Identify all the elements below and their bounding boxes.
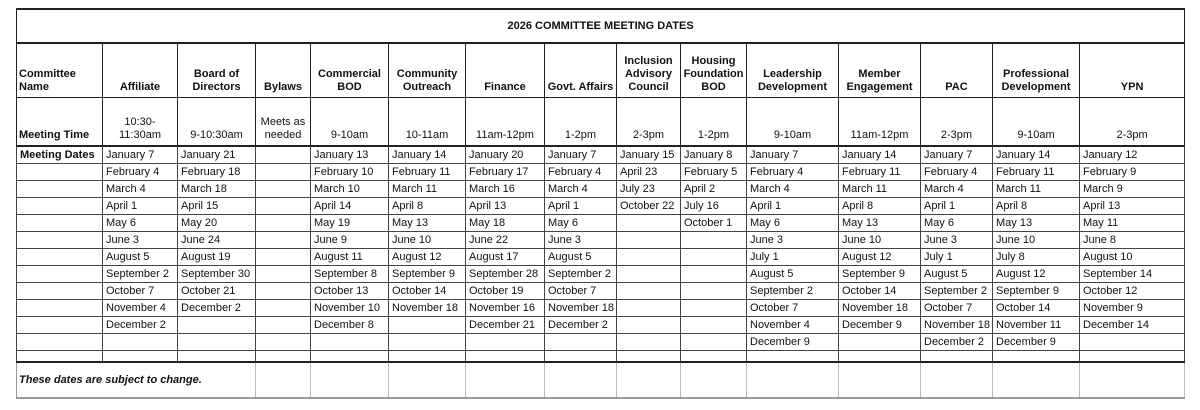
meeting-date-cell [681, 232, 747, 249]
meeting-date-cell [256, 317, 311, 334]
footnote-blank-cell [256, 362, 311, 398]
meeting-date-cell: June 8 [1080, 232, 1185, 249]
spacer-cell [1080, 351, 1185, 363]
meeting-date-cell: March 11 [839, 181, 921, 198]
spacer-cell [466, 351, 545, 363]
meeting-date-cell: March 4 [545, 181, 617, 198]
meeting-date-cell: September 9 [389, 266, 466, 283]
meeting-date-cell: February 17 [466, 164, 545, 181]
meeting-date-cell [103, 334, 178, 351]
meeting-date-cell: April 13 [1080, 198, 1185, 215]
row-label-empty [17, 300, 103, 317]
meeting-date-cell: October 7 [747, 300, 839, 317]
meeting-date-cell: March 11 [389, 181, 466, 198]
spacer-cell [681, 351, 747, 363]
meeting-date-cell [617, 317, 681, 334]
meeting-date-cell: February 11 [839, 164, 921, 181]
meeting-date-cell [681, 317, 747, 334]
row-label-empty [17, 249, 103, 266]
meeting-date-cell [178, 317, 256, 334]
meeting-time-row [17, 98, 1185, 147]
meeting-date-cell: April 14 [311, 198, 389, 215]
meeting-schedule-table [16, 8, 1185, 399]
meeting-date-cell: April 1 [103, 198, 178, 215]
meeting-date-cell: December 8 [311, 317, 389, 334]
committee-name-header: Inclusion Advisory Council [617, 43, 681, 98]
meeting-date-row [17, 317, 1185, 334]
meeting-date-cell: February 11 [993, 164, 1080, 181]
meeting-date-cell: October 21 [178, 283, 256, 300]
row-label-empty [17, 266, 103, 283]
meeting-time-cell: 11am-12pm [839, 98, 921, 147]
spacer-cell [921, 351, 993, 363]
meeting-date-cell: December 21 [466, 317, 545, 334]
meeting-date-cell: September 2 [545, 266, 617, 283]
meeting-date-cell: December 2 [921, 334, 993, 351]
meeting-date-cell: June 3 [545, 232, 617, 249]
meeting-date-cell: November 4 [747, 317, 839, 334]
meeting-date-cell [681, 283, 747, 300]
meeting-date-cell: January 7 [103, 146, 178, 164]
meeting-date-cell: August 12 [389, 249, 466, 266]
meeting-date-row [17, 198, 1185, 215]
meeting-date-cell: August 5 [747, 266, 839, 283]
meeting-time-cell: 9-10:30am [178, 98, 256, 147]
meeting-date-cell: March 10 [311, 181, 389, 198]
meeting-date-cell: December 9 [747, 334, 839, 351]
schedule-sheet [16, 8, 1185, 399]
meeting-date-cell: February 5 [681, 164, 747, 181]
meeting-date-cell: April 1 [545, 198, 617, 215]
footnote-blank-cell [617, 362, 681, 398]
meeting-date-cell: June 3 [921, 232, 993, 249]
meeting-date-cell: February 9 [1080, 164, 1185, 181]
meeting-date-cell: May 13 [839, 215, 921, 232]
meeting-date-cell [256, 266, 311, 283]
spacer-cell [545, 351, 617, 363]
footnote-blank-cell [681, 362, 747, 398]
meeting-date-cell: April 1 [921, 198, 993, 215]
meeting-date-cell [617, 249, 681, 266]
meeting-date-cell: October 7 [545, 283, 617, 300]
meeting-date-cell: May 20 [178, 215, 256, 232]
spacer-cell [993, 351, 1080, 363]
meeting-time-cell: 10-11am [389, 98, 466, 147]
meeting-date-cell [256, 164, 311, 181]
meeting-date-cell [256, 146, 311, 164]
meeting-date-cell [256, 181, 311, 198]
meeting-time-cell: Meets as needed [256, 98, 311, 147]
meeting-date-cell: April 1 [747, 198, 839, 215]
committee-name-header: Bylaws [256, 43, 311, 98]
meeting-date-cell: June 3 [103, 232, 178, 249]
meeting-date-cell: September 2 [921, 283, 993, 300]
meeting-date-cell [681, 300, 747, 317]
meeting-date-cell: July 8 [993, 249, 1080, 266]
spacer-cell [839, 351, 921, 363]
meeting-date-cell: August 17 [466, 249, 545, 266]
meeting-date-cell: June 10 [389, 232, 466, 249]
meeting-date-cell: December 14 [1080, 317, 1185, 334]
meeting-date-cell: October 14 [389, 283, 466, 300]
meeting-date-cell: October 7 [103, 283, 178, 300]
row-label-empty [17, 181, 103, 198]
meeting-date-cell: January 20 [466, 146, 545, 164]
committee-name-header: YPN [1080, 43, 1185, 98]
meeting-date-cell: January 8 [681, 146, 747, 164]
meeting-time-cell: 2-3pm [921, 98, 993, 147]
meeting-date-cell: April 23 [617, 164, 681, 181]
meeting-date-cell: August 12 [993, 266, 1080, 283]
meeting-date-cell: April 8 [993, 198, 1080, 215]
meeting-date-cell: May 6 [921, 215, 993, 232]
meeting-date-cell: October 22 [617, 198, 681, 215]
title-row [17, 9, 1185, 43]
meeting-date-cell: May 19 [311, 215, 389, 232]
meeting-date-row [17, 181, 1185, 198]
meeting-time-cell: 10:30-11:30am [103, 98, 178, 147]
meeting-date-cell: June 24 [178, 232, 256, 249]
committee-name-header: Leadership Development [747, 43, 839, 98]
meeting-date-cell [256, 215, 311, 232]
meeting-date-cell: May 6 [747, 215, 839, 232]
meeting-date-cell: February 4 [545, 164, 617, 181]
meeting-date-cell: January 21 [178, 146, 256, 164]
meeting-date-cell: November 16 [466, 300, 545, 317]
meeting-date-cell: November 9 [1080, 300, 1185, 317]
meeting-date-cell: February 4 [921, 164, 993, 181]
meeting-date-cell: April 2 [681, 181, 747, 198]
meeting-date-cell: September 8 [311, 266, 389, 283]
meeting-date-cell: June 9 [311, 232, 389, 249]
row-label-committee-name: Committee Name [17, 43, 103, 98]
meeting-time-cell: 2-3pm [617, 98, 681, 147]
meeting-date-row [17, 334, 1185, 351]
meeting-date-cell [466, 334, 545, 351]
footnote-row [17, 362, 1185, 398]
row-label-empty [17, 198, 103, 215]
meeting-date-cell: January 15 [617, 146, 681, 164]
meeting-date-cell: August 11 [311, 249, 389, 266]
footnote-blank-cell [389, 362, 466, 398]
meeting-date-cell: October 19 [466, 283, 545, 300]
meeting-date-cell [1080, 334, 1185, 351]
meeting-date-cell: September 2 [103, 266, 178, 283]
meeting-date-cell: January 12 [1080, 146, 1185, 164]
meeting-date-cell: December 2 [103, 317, 178, 334]
meeting-date-cell [681, 266, 747, 283]
meeting-time-cell: 9-10am [311, 98, 389, 147]
row-label-empty [17, 283, 103, 300]
meeting-date-cell: January 14 [389, 146, 466, 164]
meeting-date-cell: April 15 [178, 198, 256, 215]
meeting-date-cell: January 13 [311, 146, 389, 164]
meeting-date-cell: December 2 [545, 317, 617, 334]
meeting-date-cell: February 4 [747, 164, 839, 181]
page-title: 2026 COMMITTEE MEETING DATES [17, 9, 1185, 43]
meeting-date-cell: May 11 [1080, 215, 1185, 232]
meeting-date-row [17, 146, 1185, 164]
meeting-date-cell [617, 300, 681, 317]
meeting-date-cell: May 13 [389, 215, 466, 232]
meeting-date-cell: May 13 [993, 215, 1080, 232]
meeting-date-row [17, 249, 1185, 266]
committee-name-header: Board of Directors [178, 43, 256, 98]
meeting-date-cell: October 12 [1080, 283, 1185, 300]
spacer-cell [617, 351, 681, 363]
spacer-cell [17, 351, 103, 363]
spacer-cell [103, 351, 178, 363]
meeting-date-cell: March 4 [103, 181, 178, 198]
committee-name-header: Community Outreach [389, 43, 466, 98]
meeting-date-cell: January 14 [839, 146, 921, 164]
committee-name-header: Affiliate [103, 43, 178, 98]
meeting-date-cell: February 10 [311, 164, 389, 181]
meeting-date-cell: July 16 [681, 198, 747, 215]
meeting-date-row [17, 266, 1185, 283]
meeting-date-cell [256, 249, 311, 266]
meeting-date-cell [617, 215, 681, 232]
meeting-date-cell [681, 249, 747, 266]
row-label-empty [17, 232, 103, 249]
meeting-date-row [17, 232, 1185, 249]
meeting-date-cell: April 8 [839, 198, 921, 215]
meeting-date-cell: September 30 [178, 266, 256, 283]
row-label-meeting-dates: Meeting Dates [17, 146, 103, 164]
meeting-date-cell [681, 334, 747, 351]
meeting-date-cell: November 10 [311, 300, 389, 317]
spacer-row [17, 351, 1185, 363]
meeting-time-cell: 1-2pm [545, 98, 617, 147]
spacer-cell [178, 351, 256, 363]
meeting-date-cell: August 5 [545, 249, 617, 266]
meeting-date-cell: September 9 [993, 283, 1080, 300]
meeting-time-cell: 9-10am [747, 98, 839, 147]
meeting-date-cell: July 23 [617, 181, 681, 198]
meeting-date-cell: October 1 [681, 215, 747, 232]
meeting-date-cell [389, 317, 466, 334]
meeting-date-cell: February 18 [178, 164, 256, 181]
meeting-date-cell: September 28 [466, 266, 545, 283]
committee-name-header: Finance [466, 43, 545, 98]
meeting-date-cell: December 2 [178, 300, 256, 317]
row-label-empty [17, 317, 103, 334]
meeting-date-cell: June 10 [993, 232, 1080, 249]
meeting-date-cell: March 11 [993, 181, 1080, 198]
meeting-date-cell: March 18 [178, 181, 256, 198]
meeting-date-cell [178, 334, 256, 351]
meeting-date-cell [389, 334, 466, 351]
meeting-date-cell [256, 283, 311, 300]
row-label-empty [17, 334, 103, 351]
meeting-date-cell [311, 334, 389, 351]
meeting-date-cell [256, 334, 311, 351]
meeting-date-cell: April 8 [389, 198, 466, 215]
footnote-text: These dates are subject to change. [17, 362, 256, 398]
meeting-date-cell: July 1 [921, 249, 993, 266]
spacer-cell [311, 351, 389, 363]
meeting-date-cell: October 7 [921, 300, 993, 317]
meeting-date-cell: February 4 [103, 164, 178, 181]
meeting-date-cell: March 9 [1080, 181, 1185, 198]
meeting-date-cell: October 14 [839, 283, 921, 300]
meeting-date-cell [617, 283, 681, 300]
committee-name-row [17, 43, 1185, 98]
meeting-date-cell [839, 334, 921, 351]
meeting-date-cell: May 18 [466, 215, 545, 232]
committee-name-header: Govt. Affairs [545, 43, 617, 98]
committee-name-header: Housing Foundation BOD [681, 43, 747, 98]
meeting-date-cell: June 10 [839, 232, 921, 249]
meeting-date-cell: November 18 [545, 300, 617, 317]
meeting-date-cell: November 18 [921, 317, 993, 334]
meeting-time-cell: 11am-12pm [466, 98, 545, 147]
meeting-date-cell [545, 334, 617, 351]
footnote-blank-cell [311, 362, 389, 398]
meeting-date-cell: January 14 [993, 146, 1080, 164]
meeting-date-cell: January 7 [545, 146, 617, 164]
meeting-date-cell: October 13 [311, 283, 389, 300]
meeting-date-cell: August 12 [839, 249, 921, 266]
footnote-blank-cell [545, 362, 617, 398]
spacer-cell [389, 351, 466, 363]
meeting-date-cell: August 19 [178, 249, 256, 266]
committee-name-header: Member Engagement [839, 43, 921, 98]
meeting-date-row [17, 164, 1185, 181]
meeting-date-cell [617, 266, 681, 283]
footnote-blank-cell [839, 362, 921, 398]
meeting-date-cell: November 18 [389, 300, 466, 317]
meeting-date-cell: March 16 [466, 181, 545, 198]
meeting-date-row [17, 283, 1185, 300]
meeting-date-cell: October 14 [993, 300, 1080, 317]
meeting-date-cell: September 2 [747, 283, 839, 300]
meeting-time-cell: 9-10am [993, 98, 1080, 147]
meeting-date-cell: June 3 [747, 232, 839, 249]
meeting-date-row [17, 300, 1185, 317]
footnote-blank-cell [1080, 362, 1185, 398]
meeting-date-cell: September 9 [839, 266, 921, 283]
row-label-empty [17, 215, 103, 232]
spacer-cell [747, 351, 839, 363]
spacer-cell [256, 351, 311, 363]
meeting-date-cell [256, 198, 311, 215]
meeting-date-cell: May 6 [545, 215, 617, 232]
footnote-blank-cell [747, 362, 839, 398]
meeting-date-cell: December 9 [993, 334, 1080, 351]
meeting-date-cell: July 1 [747, 249, 839, 266]
committee-name-header: Professional Development [993, 43, 1080, 98]
meeting-date-cell [256, 300, 311, 317]
meeting-date-cell [617, 334, 681, 351]
meeting-date-cell: April 13 [466, 198, 545, 215]
meeting-date-cell: June 22 [466, 232, 545, 249]
row-label-meeting-time: Meeting Time [17, 98, 103, 147]
meeting-date-cell: January 7 [921, 146, 993, 164]
footnote-blank-cell [921, 362, 993, 398]
meeting-date-cell: March 4 [921, 181, 993, 198]
footnote-blank-cell [466, 362, 545, 398]
committee-name-header: Commercial BOD [311, 43, 389, 98]
meeting-date-cell: December 9 [839, 317, 921, 334]
meeting-date-cell: August 5 [921, 266, 993, 283]
meeting-date-cell: February 11 [389, 164, 466, 181]
meeting-date-cell: November 4 [103, 300, 178, 317]
row-label-empty [17, 164, 103, 181]
meeting-time-cell: 1-2pm [681, 98, 747, 147]
meeting-date-cell: November 11 [993, 317, 1080, 334]
meeting-date-cell: March 4 [747, 181, 839, 198]
footnote-blank-cell [993, 362, 1080, 398]
meeting-date-cell: August 10 [1080, 249, 1185, 266]
meeting-date-cell [256, 232, 311, 249]
meeting-date-cell: September 14 [1080, 266, 1185, 283]
meeting-date-cell: November 18 [839, 300, 921, 317]
meeting-date-cell: August 5 [103, 249, 178, 266]
meeting-time-cell: 2-3pm [1080, 98, 1185, 147]
meeting-date-row [17, 215, 1185, 232]
meeting-date-cell [617, 232, 681, 249]
meeting-date-cell: May 6 [103, 215, 178, 232]
committee-name-header: PAC [921, 43, 993, 98]
meeting-date-cell: January 7 [747, 146, 839, 164]
